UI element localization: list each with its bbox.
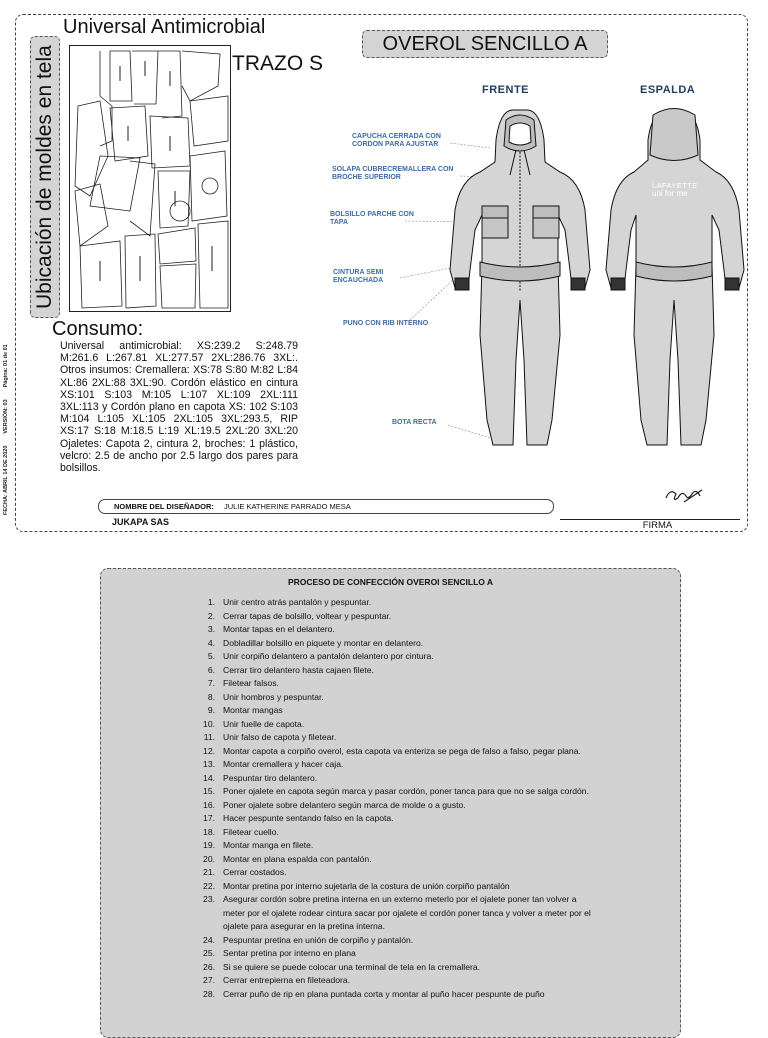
- meta-version: VERSIÓN: 03: [3, 399, 9, 434]
- process-step: [193, 704, 593, 718]
- process-step: [193, 745, 593, 759]
- step-text: Montar tapas en el delantero.: [223, 624, 335, 634]
- meta-page: Página: 01 de 01: [3, 344, 9, 388]
- process-step: [193, 772, 593, 786]
- process-step: [193, 677, 593, 691]
- designer-name: JULIE KATHERINE PARRADO MESA: [223, 502, 351, 511]
- process-step: [193, 866, 593, 880]
- step-text: Pespuntar tiro delantero.: [223, 772, 318, 783]
- step-text: Unir fuelle de capota.: [223, 718, 305, 729]
- step-text: Poner ojalete en capota según marca y pasar cordón, poner tanca para que no se salga cordón.: [223, 786, 589, 796]
- step-text: Asegurar cordón sobre pretina interna en un externo meterlo por el ojalete poner tan volver a meter por el ojalete rodear cintura sacar por ojalete el cordón poner tanca y volver a meter por el ojalete para asegurar en la pretina interna.: [223, 894, 591, 931]
- step-text: Unir hombros y pespuntar.: [223, 691, 324, 702]
- step-text: Cerrar entrepierna en fileteadora.: [223, 975, 351, 985]
- step-text: Si se quiere se puede colocar una terminal de tela en la cremallera.: [223, 961, 481, 972]
- process-step: [193, 934, 593, 948]
- step-number: 6.: [207, 664, 215, 675]
- step-number: 25.: [203, 948, 215, 958]
- process-box: [100, 568, 681, 1038]
- step-number: 10.: [203, 718, 215, 729]
- process-steps: [193, 596, 593, 1001]
- step-number: 18.: [203, 826, 215, 837]
- front-view-label: FRENTE: [482, 84, 529, 96]
- step-number: 22.: [203, 880, 215, 891]
- step-number: 3.: [207, 624, 215, 634]
- step-text: Cerrar costados.: [223, 867, 287, 877]
- callout-cuff: PUNO CON RIB INTERNO: [343, 320, 429, 327]
- step-number: 9.: [207, 705, 215, 715]
- process-step: [193, 637, 593, 651]
- process-step: [193, 785, 593, 799]
- step-number: 24.: [203, 934, 215, 945]
- process-step: [193, 826, 593, 840]
- process-step: [193, 650, 593, 664]
- step-text: Sentar pretina por interno en plana: [223, 948, 356, 958]
- step-number: 12.: [203, 745, 215, 756]
- vertical-title: Ubicación de moldes en tela: [30, 28, 60, 318]
- process-title: PROCESO DE CONFECCIÓN OVEROl SENCILLO A: [287, 577, 494, 587]
- process-step: [193, 947, 593, 961]
- step-number: 1.: [207, 597, 215, 607]
- callout-waist: CINTURA SEMI ENCAUCHADA: [333, 269, 384, 284]
- signature-label: FIRMA: [642, 520, 673, 531]
- process-step: [193, 758, 593, 772]
- process-step: [193, 812, 593, 826]
- step-number: 23.: [203, 894, 215, 904]
- process-step: [193, 731, 593, 745]
- step-number: 5.: [207, 651, 215, 661]
- step-number: 28.: [203, 988, 215, 999]
- meta-date: FECHA: ABRIL 14 DE 2020: [3, 445, 9, 515]
- process-step: [193, 799, 593, 813]
- process-step: [193, 974, 593, 988]
- step-text: Montar mangas: [223, 705, 283, 715]
- step-number: 26.: [203, 961, 215, 972]
- process-step: [193, 596, 593, 610]
- step-number: 8.: [207, 691, 215, 702]
- step-text: Unir centro atrás pantalón y pespuntar.: [223, 597, 372, 607]
- process-step: [193, 718, 593, 732]
- step-text: Pespuntar pretina en unión de corpiño y pantalón.: [223, 934, 414, 945]
- step-text: Hacer pespunte sentando falso en la capota.: [223, 813, 394, 823]
- step-number: 15.: [203, 786, 215, 796]
- back-logo-line1: LAFAYETTE: [652, 181, 698, 190]
- pattern-pieces-drawing: [70, 46, 230, 311]
- step-number: 16.: [203, 799, 215, 810]
- step-text: Cerrar tiro delantero hasta cajaen filete.: [223, 664, 374, 675]
- process-step: [193, 961, 593, 975]
- designer-box: [98, 499, 554, 514]
- trazo-size: TRAZO S: [232, 52, 324, 75]
- step-text: Cerrar puño de rip en plana puntada corta y montar al puño hacer pespunte de puño: [223, 988, 545, 999]
- step-text: Filetear cuello.: [223, 826, 279, 837]
- pattern-layout: [69, 45, 231, 312]
- step-number: 4.: [207, 637, 215, 648]
- front-coverall: [450, 110, 590, 445]
- process-step: [193, 623, 593, 637]
- product-title: OVEROL SENCILLO A: [362, 30, 608, 58]
- step-number: 14.: [203, 772, 215, 783]
- process-step: [193, 880, 593, 894]
- step-text: Montar manga en filete.: [223, 840, 314, 850]
- company-name: JUKAPA SAS: [112, 517, 170, 527]
- step-number: 27.: [203, 975, 215, 985]
- step-text: Cerrar tapas de bolsillo, voltear y pespuntar.: [223, 610, 392, 621]
- step-text: Montar pretina por interno sujetarla de la costura de unión corpiño pantalón: [223, 880, 510, 891]
- callout-zipper-flap: SOLAPA CUBRECREMALLERA CON BROCHE SUPERIOR: [332, 166, 454, 181]
- step-number: 19.: [203, 840, 215, 850]
- step-text: Montar en plana espalda con pantalón.: [223, 853, 372, 864]
- consumo-heading: Consumo:: [52, 318, 144, 340]
- step-text: Montar cremallera y hacer caja.: [223, 759, 344, 769]
- process-step: [193, 610, 593, 624]
- step-number: 17.: [203, 813, 215, 823]
- callout-leg: BOTA RECTA: [392, 419, 437, 426]
- garment-illustration: [330, 100, 750, 460]
- step-number: 20.: [203, 853, 215, 864]
- process-step: [193, 853, 593, 867]
- step-number: 7.: [207, 678, 215, 688]
- step-text: Montar capota a corpiño overol, esta capota va enteriza se pega de falso a falso, pegar plana.: [223, 745, 581, 756]
- callout-hood: CAPUCHA CERRADA CON CORDON PARA AJUSTAR: [352, 133, 441, 148]
- process-step: [193, 839, 593, 853]
- process-step: [193, 988, 593, 1002]
- step-number: 21.: [203, 867, 215, 877]
- callout-pocket: BOLSILLO PARCHE CON TAPA: [330, 211, 414, 226]
- process-step: [193, 893, 593, 934]
- back-logo-line2: uni for me: [652, 189, 688, 198]
- step-number: 11.: [203, 732, 215, 742]
- signature-mark: [662, 484, 706, 506]
- step-text: Filetear falsos.: [223, 678, 279, 688]
- step-text: Dobladillar bolsillo en piquete y montar en delantero.: [223, 637, 424, 648]
- process-step: [193, 664, 593, 678]
- step-text: Unir corpiño delantero a pantalón delantero por cintura.: [223, 651, 434, 661]
- step-number: 2.: [207, 610, 215, 621]
- step-text: Unir falso de capota y filetear.: [223, 732, 337, 742]
- designer-label: NOMBRE DEL DISEÑADOR:: [114, 502, 214, 511]
- fabric-title: Universal Antimicrobial: [63, 16, 266, 38]
- consumo-text: Universal antimicrobial: XS:239.2 S:248.79 M:261.6 L:267.81 XL:277.57 2XL:286.76 3XL:. Otros insumos: Cremallera: XS:78 S:80 M:82 L:84 XL:86 2XL:88 3XL:90. Cordón elástico en cintura XS:101 S:103 M:105 L:107 XL:109 2XL:111 3XL:113 y Cordón plano en capota XS: 102 S:103 M:104 L:105 XL:105 2XL:105 3XL:293.5, RIP XS:17 S:18 M:18.5 L:19 XL:19.5 2XL:20 3XL:20 Ojaletes: Capota 2, cintura 2, broches: 1 plástico, velcro: 2.5 de ancho por 2.5 largo dos pares para bolsillos.: [60, 340, 298, 475]
- back-coverall: [606, 109, 744, 446]
- document-meta: [3, 315, 15, 515]
- step-number: 13.: [203, 759, 215, 769]
- step-text: Poner ojalete sobre delantero según marca de molde o a gusto.: [223, 799, 466, 810]
- process-step: [193, 691, 593, 705]
- back-view-label: ESPALDA: [640, 84, 696, 96]
